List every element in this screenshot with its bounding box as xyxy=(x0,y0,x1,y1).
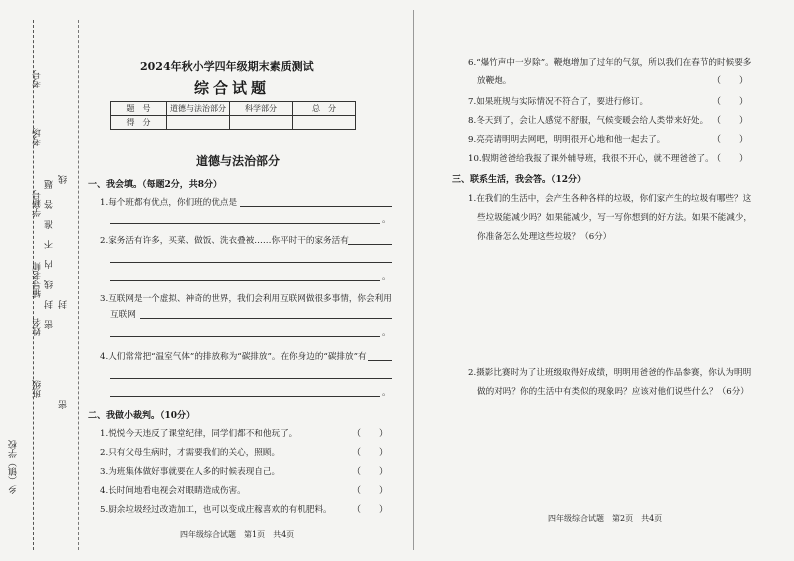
judge-item-cont: 放鞭炮。 xyxy=(477,76,512,86)
judge-paren[interactable]: （ ） xyxy=(352,448,389,458)
judge-paren[interactable]: （ ） xyxy=(712,76,749,86)
section3-q1-line: 你准备怎么处理这些垃圾？（6分） xyxy=(477,232,612,242)
score-cell: 题 号 xyxy=(111,102,167,116)
part-title: 道德与法治部分 xyxy=(196,154,281,168)
score-table xyxy=(110,101,356,130)
seal-char: 准 xyxy=(45,220,55,229)
label-kaochang: 考场 xyxy=(33,128,43,146)
section3-heading: 三、联系生活，我会答。（12分） xyxy=(452,175,587,185)
score-cell: 总 分 xyxy=(293,102,356,116)
judge-item: 8.冬天到了，会让人感觉不舒服，气候变暖会给人类带来好处。 xyxy=(468,116,709,126)
end-mark: 。 xyxy=(382,388,391,398)
seal-char: 线 xyxy=(45,280,55,289)
seal-feng: 封 xyxy=(59,300,69,309)
seal-char: 答 xyxy=(45,200,55,209)
seal-char: 题 xyxy=(45,180,55,189)
answer-line[interactable] xyxy=(110,336,380,337)
judge-paren[interactable]: （ ） xyxy=(352,505,389,515)
label-banji: 班级 xyxy=(33,380,43,398)
answer-line[interactable] xyxy=(140,318,392,319)
judge-item: 6.“爆竹声中一岁除”。鞭炮增加了过年的气氛，所以我们在春节的时候要多 xyxy=(468,58,752,68)
section1-q3b: 互联网 xyxy=(110,310,136,320)
section1-heading: 一、我会填。（每题2分，共8分） xyxy=(88,180,223,190)
seal-char: 封 xyxy=(45,300,55,309)
answer-line[interactable] xyxy=(368,360,392,361)
answer-line[interactable] xyxy=(348,244,392,245)
page-divider xyxy=(413,10,414,550)
judge-paren[interactable]: （ ） xyxy=(712,154,749,164)
judge-item: 3.为班集体做好事就要在人多的时候表现自己。 xyxy=(100,467,281,477)
judge-item: 7.如果班规与实际情况不符合了，要进行修订。 xyxy=(468,97,649,107)
judge-item: 1.悦悦今天违反了课堂纪律，同学们都不和他玩了。 xyxy=(100,429,298,439)
judge-paren[interactable]: （ ） xyxy=(712,135,749,145)
label-xuejihao: 学籍号 xyxy=(33,190,43,217)
score-input-cell[interactable] xyxy=(230,116,293,130)
section3-q2-line: 做的对吗？你的生活中有类似的现象吗？应该对他们说些什么？（6分） xyxy=(477,387,749,397)
end-mark: 。 xyxy=(382,215,391,225)
section1-q2: 2.家务活有许多，买菜、做饭、洗衣叠被……你平时干的家务活有 xyxy=(100,236,349,246)
score-table-row-header xyxy=(111,102,356,116)
score-input-cell[interactable] xyxy=(167,116,230,130)
seal-char: 不 xyxy=(45,240,55,249)
end-mark: 。 xyxy=(382,328,391,338)
answer-line[interactable] xyxy=(110,378,392,379)
judge-paren[interactable]: （ ） xyxy=(352,486,389,496)
paper-title: 综合试题 xyxy=(194,79,271,97)
judge-item: 5.厨余垃圾经过改造加工，也可以变成庄稼喜欢的有机肥料。 xyxy=(100,505,332,515)
score-cell: 道德与法治部分 xyxy=(167,102,230,116)
judge-item: 9.亮亮请明明去网吧，明明很开心地和他一起去了。 xyxy=(468,135,666,145)
answer-line[interactable] xyxy=(110,280,380,281)
answer-line[interactable] xyxy=(240,206,392,207)
section1-q4: 4.人们常常把“温室气体”的排放称为“碳排放”。在你身边的“碳排放”有 xyxy=(100,352,367,362)
seal-mi: 密 xyxy=(59,400,69,409)
section3-q2-line: 2.摄影比赛时为了让班级取得好成绩，明明用爸爸的作品参赛，你认为明明 xyxy=(468,368,752,378)
score-cell: 科学部分 xyxy=(230,102,293,116)
judge-paren[interactable]: （ ） xyxy=(352,429,389,439)
score-cell: 得 分 xyxy=(111,116,167,130)
judge-paren[interactable]: （ ） xyxy=(352,467,389,477)
section1-q1: 1.每个班都有优点，你们班的优点是 xyxy=(100,198,238,208)
footer-left: 四年级综合试题 第1页 共4页 xyxy=(180,530,295,539)
seal-char: 密 xyxy=(45,320,55,329)
judge-paren[interactable]: （ ） xyxy=(712,116,749,126)
binding-line-inner xyxy=(78,20,79,550)
judge-item: 2.只有父母生病时，才需要我们的关心，照顾。 xyxy=(100,448,281,458)
answer-line[interactable] xyxy=(110,396,380,397)
judge-item: 4.长时间地看电视会对眼睛造成伤害。 xyxy=(100,486,246,496)
judge-item: 10.假期爸爸给我报了课外辅导班，我很不开心，就不理爸爸了。 xyxy=(468,154,714,164)
section2-heading: 二、我做小裁判。（10分） xyxy=(88,411,196,421)
section3-q1-line: 1.在我们的生活中，会产生各种各样的垃圾，你们家产生的垃圾有哪些？这 xyxy=(468,194,752,204)
seal-xian: 线 xyxy=(59,175,69,184)
label-fudaolaoshi: 辅导老师 xyxy=(33,262,43,298)
score-input-cell[interactable] xyxy=(293,116,356,130)
end-mark: 。 xyxy=(382,272,391,282)
label-xingming: 姓名 xyxy=(33,318,43,336)
answer-line[interactable] xyxy=(110,262,392,263)
section3-q1-line: 些垃圾能减少吗？如果能减少，写一写你想到的好方法。如果不能减少， xyxy=(477,213,753,223)
seal-char: 内 xyxy=(45,260,55,269)
score-table-row-score xyxy=(111,116,356,130)
exam-title: 2024年秋小学四年级期末素质测试 xyxy=(140,60,314,73)
label-kaohao: 考号 xyxy=(33,70,43,88)
section1-q3: 3.互联网是一个虚拟、神奇的世界，我们会利用互联网做很多事情，你会利用 xyxy=(100,294,392,304)
footer-right: 四年级综合试题 第2页 共4页 xyxy=(548,514,663,523)
label-xiangzhen-xuexiao: 乡（镇）学校 xyxy=(9,440,19,494)
judge-paren[interactable]: （ ） xyxy=(712,97,749,107)
answer-line[interactable] xyxy=(110,223,380,224)
